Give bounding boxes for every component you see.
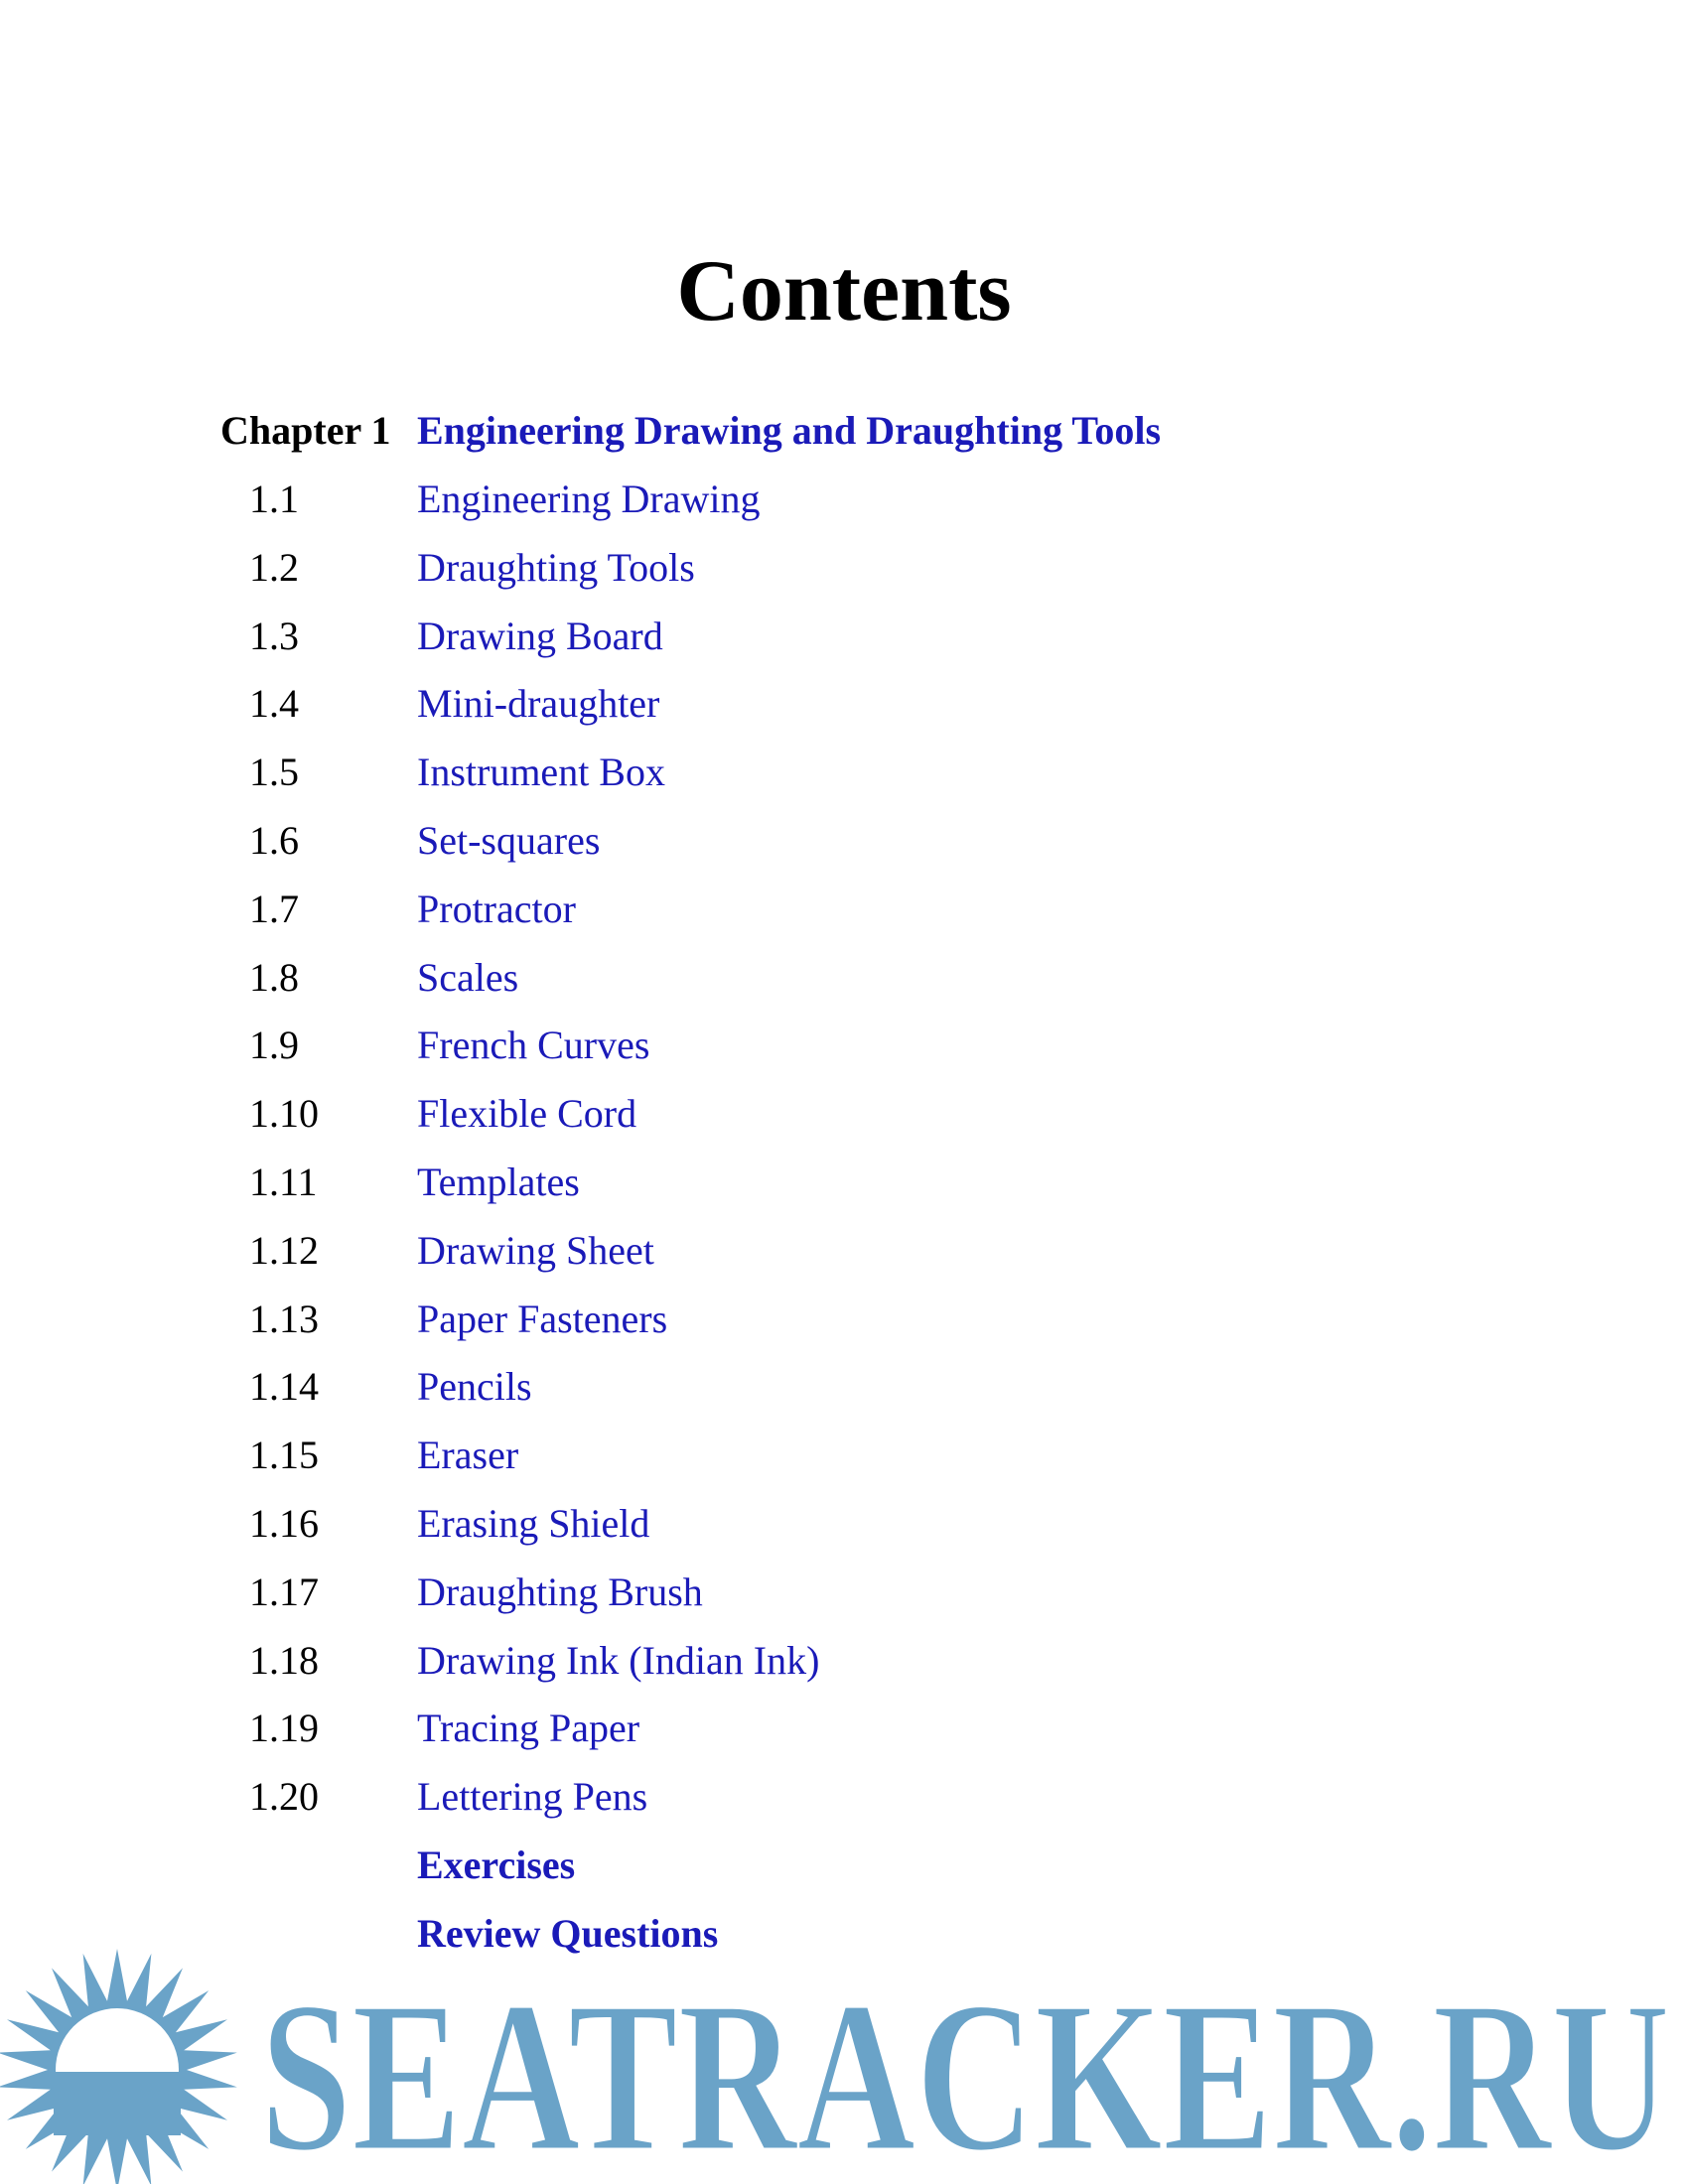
toc-entry [220,1022,1611,1090]
section-number: 1.15 [249,1433,319,1478]
section-title-link[interactable]: Eraser [417,1433,519,1478]
toc-entry [220,1637,1611,1706]
section-title-link[interactable]: Tracing Paper [417,1706,640,1751]
chapter-title-link[interactable]: Engineering Drawing and Draughting Tools [417,408,1162,453]
toc-entry [220,1090,1611,1159]
section-title-link[interactable]: French Curves [417,1023,650,1068]
section-title-link[interactable]: Scales [417,954,519,1000]
section-number: 1.9 [249,1023,299,1068]
section-number: 1.6 [249,817,299,863]
section-number: 1.13 [249,1296,319,1341]
toc-entry [220,954,1611,1023]
toc-entry [220,1432,1611,1500]
section-number: 1.17 [249,1569,319,1614]
page-title [0,243,1688,340]
section-number: 1.20 [249,1774,319,1820]
section-number: 1.14 [249,1364,319,1410]
extra-title-link[interactable]: Review Questions [417,1910,719,1956]
toc-entry [220,613,1611,681]
toc-entry [220,1705,1611,1773]
toc-entry [220,1363,1611,1432]
watermark-text: SEATRACKER.RU [260,1958,1670,2184]
section-number: 1.16 [249,1500,319,1546]
section-number: 1.10 [249,1091,319,1137]
section-number: 1.19 [249,1706,319,1751]
section-title-link[interactable]: Drawing Ink (Indian Ink) [417,1637,820,1683]
toc-entry [220,1159,1611,1227]
section-number: 1.11 [249,1159,318,1204]
section-title-link[interactable]: Lettering Pens [417,1774,648,1820]
table-of-contents [220,407,1611,1979]
toc-entry [220,1773,1611,1842]
section-title-link[interactable]: Drawing Board [417,613,663,658]
sun-icon [0,1949,237,2184]
chapter-heading [220,407,1611,476]
toc-entry [220,1569,1611,1637]
section-title-link[interactable]: Flexible Cord [417,1091,637,1137]
section-title-link[interactable]: Set-squares [417,817,601,863]
section-number: 1.12 [249,1227,319,1273]
section-title-link[interactable]: Mini-draughter [417,681,660,727]
section-title-link[interactable]: Protractor [417,886,576,931]
section-title-link[interactable]: Instrument Box [417,750,665,795]
toc-entry [220,749,1611,817]
toc-entry [220,1500,1611,1569]
section-title-link[interactable]: Templates [417,1159,580,1204]
extra-title-link[interactable]: Exercises [417,1842,576,1887]
toc-entry [220,886,1611,954]
section-number: 1.4 [249,681,299,727]
toc-entry [220,476,1611,544]
section-number: 1.5 [249,750,299,795]
toc-entries [220,476,1611,1842]
section-number: 1.7 [249,886,299,931]
watermark [0,1936,1688,2184]
toc-entry [220,1227,1611,1296]
sun-horizon [54,2072,181,2135]
page-title-text: Contents [676,243,1012,340]
section-number: 1.2 [249,544,299,590]
section-title-link[interactable]: Paper Fasteners [417,1296,668,1341]
toc-entry [220,544,1611,613]
section-number: 1.1 [249,477,299,521]
toc-entry [220,817,1611,886]
section-title-link[interactable]: Draughting Brush [417,1569,703,1614]
section-number: 1.18 [249,1637,319,1683]
section-title-link[interactable]: Draughting Tools [417,544,695,590]
chapter-label: Chapter 1 [220,408,391,453]
toc-entry [220,680,1611,749]
toc-entry [220,1296,1611,1364]
section-title-link[interactable]: Erasing Shield [417,1500,650,1546]
section-number: 1.3 [249,613,299,658]
section-title-link[interactable]: Engineering Drawing [417,477,761,521]
section-title-link[interactable]: Drawing Sheet [417,1227,654,1273]
toc-extra-entry [220,1842,1611,1910]
section-number: 1.8 [249,954,299,1000]
section-title-link[interactable]: Pencils [417,1364,532,1410]
